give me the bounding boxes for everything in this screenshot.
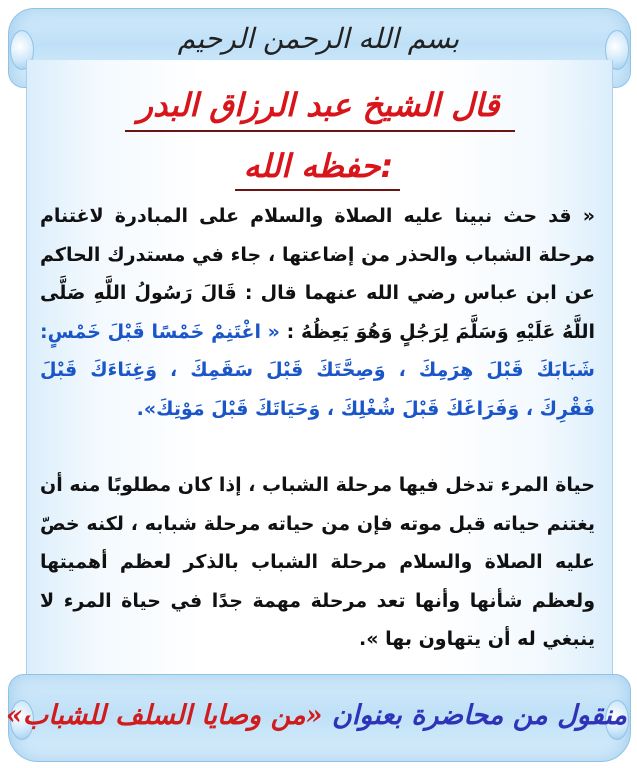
title-line-2: حفظه الله:	[243, 147, 394, 185]
intro-text: « قد حث نبينا عليه الصلاة والسلام على المبادرة لاغتنام مرحلة الشباب والحذر من إضاعتها ، جاء في مستدرك الحاكم عن ابن عباس رضي الله عنهما قال : قَالَ رَسُولُ اللَّهِ صَلَّى اللَّهُ عَلَيْهِ وَسَلَّمَ لِرَجُلٍ وَهُوَ يَعِظُهُ :	[40, 205, 595, 343]
source-footer	[5, 700, 627, 731]
title-underline-2	[235, 189, 400, 191]
footer-lecture-title: «من وصايا السلف للشباب»	[5, 700, 323, 731]
commentary-text: حياة المرء تدخل فيها مرحلة الشباب ، إذا كان مطلوبًا منه أن يغتنم حياته قبل موته فإن من حياته مرحلة شبابه ، لكنه خصّ عليه الصلاة والسلام مرحلة الشباب بالذكر لعظم أهميتها ولعظم شأنها وأنها تعد مرحلة مهمة جدًا في حياة المرء لا ينبغي له أن يتهاون بها ».	[39, 474, 595, 650]
basmala-calligraphy: بسم الله الرحمن الرحيم	[177, 22, 460, 55]
body-text	[40, 197, 595, 428]
title-line-1: قال الشيخ عبد الرزاق البدر	[137, 86, 500, 124]
hadith-text: « اغْتَنِمْ خَمْسًا قَبْلَ خَمْسٍ: شَبَابَكَ قَبْلَ هِرَمِكَ ، وَصِحَّتَكَ قَبْلَ سَقَمِكَ ، وَغِنَاءَكَ قَبْلَ فَقْرِكَ ، وَفَرَاغَكَ قَبْلَ شُغْلِكَ ، وَحَيَاتَكَ قَبْلَ مَوْتِكَ».	[40, 320, 595, 420]
footer-prefix: منقول من محاضرة بعنوان	[331, 700, 627, 731]
title-underline-1	[125, 130, 515, 132]
